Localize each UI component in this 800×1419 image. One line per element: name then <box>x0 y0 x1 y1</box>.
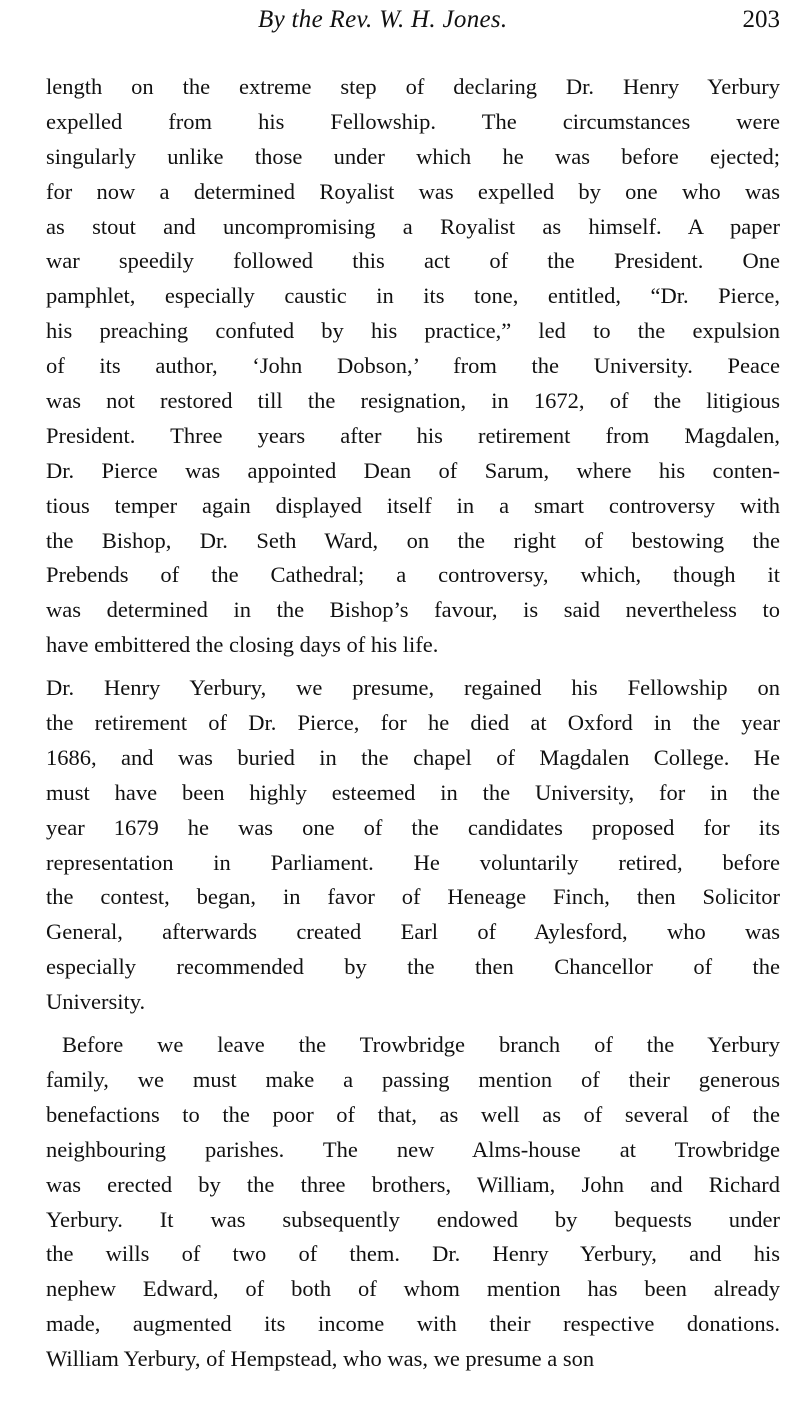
text-line: family, we must make a passing mention of their generous <box>46 1066 780 1092</box>
text-line: Dr. Henry Yerbury, we presume, regained his Fellowship on <box>46 675 780 701</box>
text-line: Prebends of the Cathedral; a controversy, which, though it <box>46 562 780 588</box>
text-line: for now a determined Royalist was expelled by one who was <box>46 178 780 204</box>
text-line: was erected by the three brothers, William, John and Richard <box>46 1171 780 1197</box>
paragraph-2 <box>46 671 780 1020</box>
text-line: must have been highly esteemed in the University, for in the <box>46 779 780 805</box>
text-line: the Bishop, Dr. Seth Ward, on the right of bestowing the <box>46 527 780 553</box>
text-line: Before we leave the Trowbridge branch of the Yerbury <box>62 1032 780 1058</box>
text-line: neighbouring parishes. The new Alms-house at Trowbridge <box>46 1136 780 1162</box>
running-head <box>0 6 800 42</box>
text-line: war speedily followed this act of the President. One <box>46 248 780 274</box>
text-line: nephew Edward, of both of whom mention has been already <box>46 1276 780 1302</box>
text-line: General, afterwards created Earl of Aylesford, who was <box>46 919 780 945</box>
text-line: was not restored till the resignation, in 1672, of the litigious <box>46 388 780 414</box>
text-line: made, augmented its income with their respective donations. <box>46 1311 780 1337</box>
text-line: representation in Parliament. He voluntarily retired, before <box>46 849 780 875</box>
text-line: 1686, and was buried in the chapel of Magdalen College. He <box>46 744 780 770</box>
text-line: expelled from his Fellowship. The circumstances were <box>46 108 780 134</box>
text-line: of its author, ‘John Dobson,’ from the University. Peace <box>46 353 780 379</box>
text-line: benefactions to the poor of that, as well as of several of the <box>46 1101 780 1127</box>
text-line: have embittered the closing days of his life. <box>46 632 439 658</box>
text-line: President. Three years after his retirement from Magdalen, <box>46 422 780 448</box>
text-line: Yerbury. It was subsequently endowed by bequests under <box>46 1206 780 1232</box>
page-number: 203 <box>742 6 780 33</box>
text-line: William Yerbury, of Hempstead, who was, we presume a son <box>46 1346 595 1372</box>
running-title: By the Rev. W. H. Jones. <box>258 6 508 33</box>
paragraph-3 <box>46 1028 780 1377</box>
text-line: the wills of two of them. Dr. Henry Yerbury, and his <box>46 1241 780 1267</box>
text-line: his preaching confuted by his practice,” led to the expulsion <box>46 318 780 344</box>
text-line: pamphlet, especially caustic in its tone, entitled, “Dr. Pierce, <box>46 283 780 309</box>
text-line: the contest, began, in favor of Heneage Finch, then Solicitor <box>46 884 780 910</box>
text-line: the retirement of Dr. Pierce, for he died at Oxford in the year <box>46 710 780 736</box>
text-line: especially recommended by the then Chancellor of the <box>46 954 780 980</box>
paragraph-1 <box>46 70 780 663</box>
text-line: was determined in the Bishop’s favour, is said nevertheless to <box>46 597 780 623</box>
text-line: length on the extreme step of declaring Dr. Henry Yerbury <box>46 74 780 99</box>
text-line: tious temper again displayed itself in a smart controversy with <box>46 492 780 518</box>
text-line: as stout and uncompromising a Royalist as himself. A paper <box>46 213 780 239</box>
body-text <box>46 70 780 1377</box>
text-line: University. <box>46 989 146 1015</box>
text-line: year 1679 he was one of the candidates proposed for its <box>46 814 780 840</box>
text-line: Dr. Pierce was appointed Dean of Sarum, where his conten- <box>46 457 780 483</box>
text-line: singularly unlike those under which he was before ejected; <box>46 143 780 169</box>
